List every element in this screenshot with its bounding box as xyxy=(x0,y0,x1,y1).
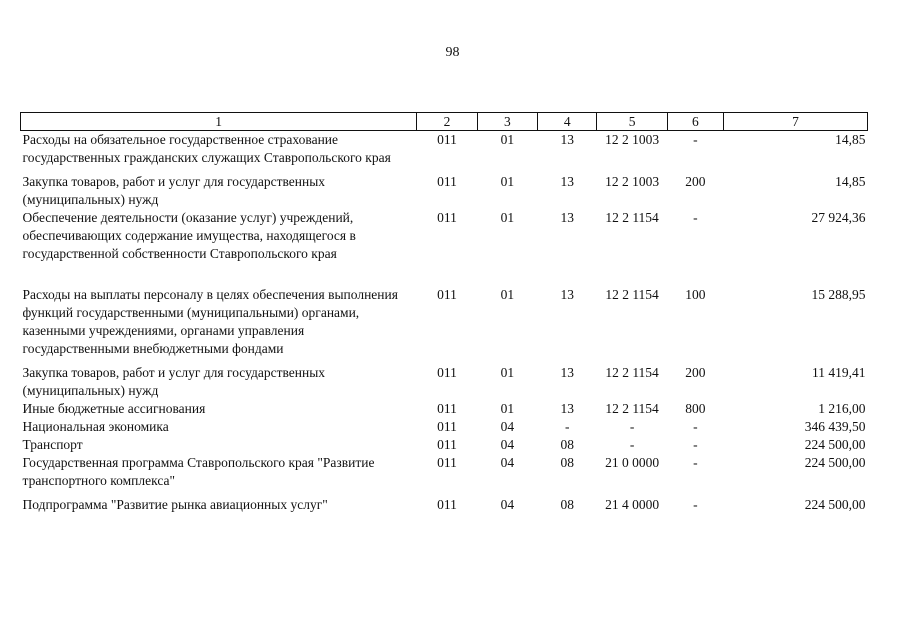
row-subsection-code: 13 xyxy=(560,401,574,416)
row-ministry-code: 011 xyxy=(437,365,457,380)
row-section-code: 01 xyxy=(500,174,515,189)
row-expense-type: - xyxy=(693,132,698,147)
row-name: Государственная программа Ставропольского края "Развитие транспортного комплекса" xyxy=(22,455,375,488)
row-name: Обеспечение деятельности (оказание услуг) учреждений, обеспечивающих содержание имущества, находящегося в государственной собственности Ставропольского края xyxy=(22,210,356,261)
row-subsection-code: 13 xyxy=(560,132,574,147)
table-row xyxy=(21,436,868,454)
row-name: Транспорт xyxy=(22,437,83,452)
header-col-7: 7 xyxy=(724,113,868,131)
table-row xyxy=(21,364,868,400)
row-ministry-code: 011 xyxy=(437,419,457,434)
table-row xyxy=(21,418,868,436)
row-section-code: 01 xyxy=(500,132,515,147)
row-target-code: 21 4 0000 xyxy=(605,497,660,512)
row-amount: 14,85 xyxy=(835,174,866,189)
row-target-code: 12 2 1154 xyxy=(605,365,659,380)
row-amount: 346 439,50 xyxy=(804,419,866,434)
row-ministry-code: 011 xyxy=(437,437,457,452)
row-amount: 224 500,00 xyxy=(804,455,866,470)
row-name: Расходы на выплаты персоналу в целях обеспечения выполнения функций государственными (муниципальными) органами, казенными учреждениями, органами управления государственными внебюджетными фондами xyxy=(22,287,398,356)
row-section-code: 04 xyxy=(500,437,515,452)
table-row xyxy=(21,496,868,514)
row-expense-type: - xyxy=(693,437,698,452)
row-ministry-code: 011 xyxy=(437,210,457,225)
row-subsection-code: 13 xyxy=(560,365,574,380)
row-ministry-code: 011 xyxy=(437,287,457,302)
row-expense-type: - xyxy=(693,455,698,470)
table-row xyxy=(21,454,868,496)
row-section-code: 01 xyxy=(500,401,515,416)
table-row xyxy=(21,400,868,418)
row-section-code: 01 xyxy=(500,365,515,380)
header-col-5: 5 xyxy=(597,113,667,131)
row-section-code: 04 xyxy=(500,455,515,470)
row-section-code: 04 xyxy=(500,419,515,434)
row-amount: 1 216,00 xyxy=(818,401,866,416)
row-target-code: 12 2 1003 xyxy=(605,132,660,147)
header-col-1: 1 xyxy=(21,113,417,131)
row-subsection-code: 13 xyxy=(560,287,574,302)
row-ministry-code: 011 xyxy=(437,401,457,416)
row-target-code: 21 0 0000 xyxy=(605,455,660,470)
header-col-3: 3 xyxy=(477,113,537,131)
row-expense-type: - xyxy=(693,497,698,512)
row-name: Закупка товаров, работ и услуг для государственных (муниципальных) нужд xyxy=(22,174,326,207)
row-amount: 224 500,00 xyxy=(804,497,866,512)
row-amount: 15 288,95 xyxy=(811,287,866,302)
row-expense-type: 200 xyxy=(685,174,706,189)
row-ministry-code: 011 xyxy=(437,497,457,512)
row-target-code: - xyxy=(629,437,635,452)
row-expense-type: 100 xyxy=(685,287,706,302)
row-name: Расходы на обязательное государственное страхование государственных гражданских служащих Ставропольского края xyxy=(22,132,391,165)
table-row xyxy=(21,209,868,286)
row-subsection-code: 08 xyxy=(560,437,574,452)
header-col-2: 2 xyxy=(417,113,477,131)
row-target-code: 12 2 1003 xyxy=(605,174,660,189)
row-name: Подпрограмма "Развитие рынка авиационных услуг" xyxy=(22,497,328,512)
row-amount: 224 500,00 xyxy=(804,437,866,452)
row-section-code: 01 xyxy=(500,287,515,302)
row-amount: 11 419,41 xyxy=(812,365,866,380)
row-target-code: 12 2 1154 xyxy=(605,210,659,225)
row-section-code: 01 xyxy=(500,210,515,225)
header-col-4: 4 xyxy=(538,113,597,131)
row-expense-type: - xyxy=(693,210,698,225)
row-amount: 27 924,36 xyxy=(811,210,866,225)
table-row xyxy=(21,173,868,209)
row-ministry-code: 011 xyxy=(437,132,457,147)
row-name: Национальная экономика xyxy=(22,419,169,434)
table-row xyxy=(21,286,868,364)
row-target-code: 12 2 1154 xyxy=(605,287,659,302)
row-section-code: 04 xyxy=(500,497,515,512)
row-name: Закупка товаров, работ и услуг для государственных (муниципальных) нужд xyxy=(22,365,326,398)
row-subsection-code: 13 xyxy=(560,174,574,189)
row-subsection-code: - xyxy=(564,419,570,434)
row-expense-type: - xyxy=(693,419,698,434)
page-number: 98 xyxy=(445,45,460,60)
row-expense-type: 200 xyxy=(685,365,706,380)
row-ministry-code: 011 xyxy=(437,174,457,189)
row-ministry-code: 011 xyxy=(437,455,457,470)
row-amount: 14,85 xyxy=(835,132,866,147)
row-expense-type: 800 xyxy=(685,401,706,416)
row-target-code: - xyxy=(629,419,635,434)
row-name: Иные бюджетные ассигнования xyxy=(22,401,206,416)
row-target-code: 12 2 1154 xyxy=(605,401,659,416)
table-header-row xyxy=(21,113,868,131)
row-subsection-code: 13 xyxy=(560,210,574,225)
row-subsection-code: 08 xyxy=(560,455,574,470)
row-subsection-code: 08 xyxy=(560,497,574,512)
table-row xyxy=(21,131,868,174)
header-col-6: 6 xyxy=(667,113,723,131)
budget-table xyxy=(20,112,868,514)
